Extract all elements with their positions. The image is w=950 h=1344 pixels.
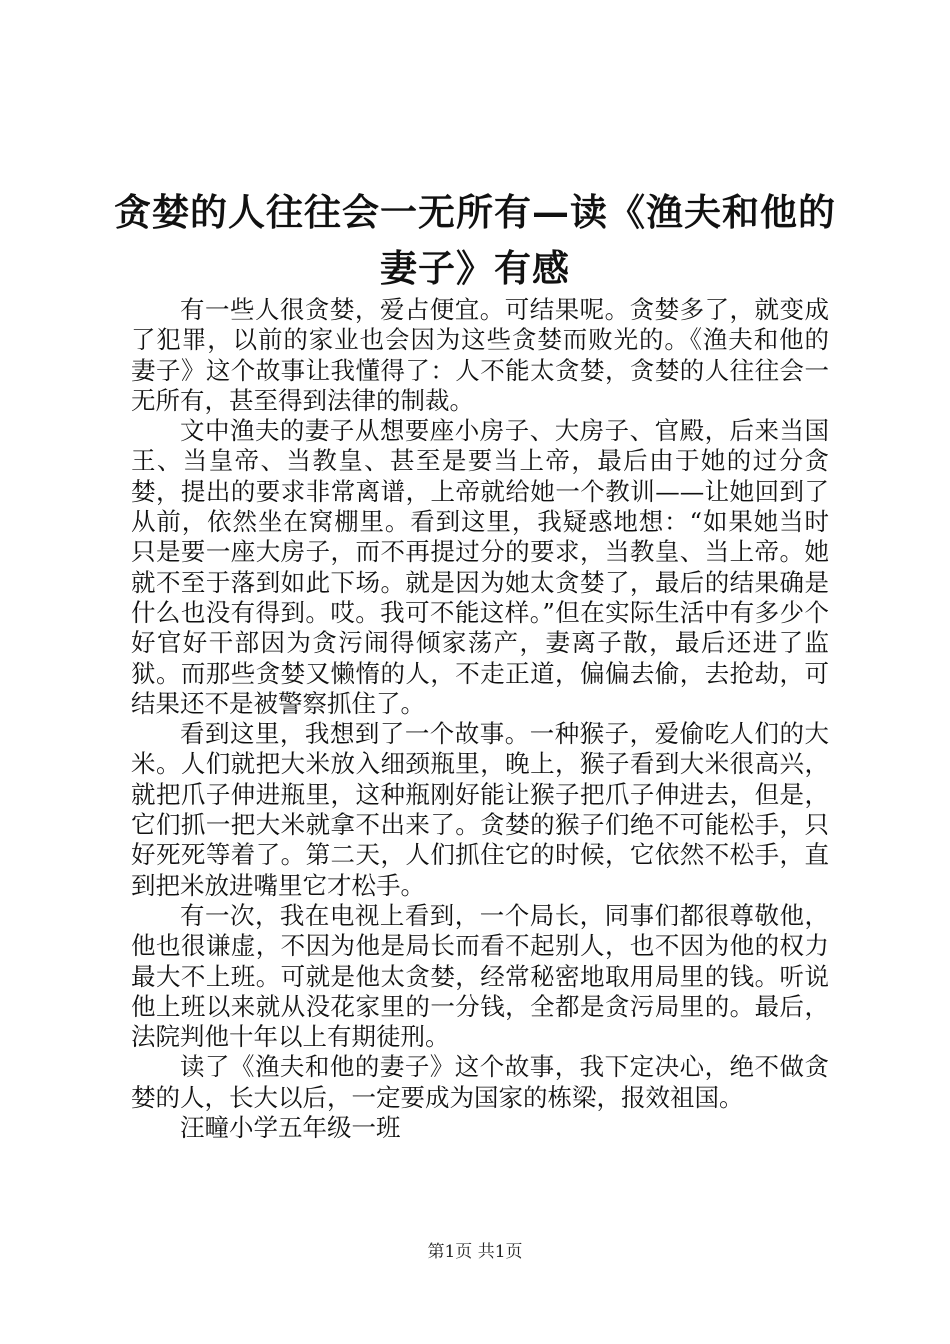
author-signature: 汪疃小学五年级一班 xyxy=(180,1113,401,1143)
page-footer: 第1页 共1页 xyxy=(427,1242,523,1262)
paragraph-4: 有一次，我在电视上看到，一个局长，同事们都很尊敬他，他也很谦虚，不因为他是局长而看不起别人，也不因为他的权力最大不上班。可就是他太贪婪，经常秘密地取用局里的钱。听说他上班以来就从没花家里的一分钱，全都是贪污局里的。最后，法院判他十年以上有期徒刑。 xyxy=(131,900,829,1052)
paragraph-2: 文中渔夫的妻子从想要座小房子、大房子、官殿，后来当国王、当皇帝、当教皇、甚至是要当上帝，最后由于她的过分贪婪，提出的要求非常离谱，上帝就给她一个教训——让她回到了从前，依然坐在窝棚里。看到这里，我疑惑地想：“如果她当时只是要一座大房子，而不再提过分的要求，当教皇、当上帝。她就不至于落到如此下场。就是因为她太贪婪了，最后的结果确是什么也没有得到。哎。我可不能这样。”但在实际生活中有多少个好官好干部因为贪污闹得倾家荡产，妻离子散，最后还进了监狱。而那些贪婪又懒惰的人，不走正道，偏偏去偷，去抢劫，可结果还不是被警察抓住了。 xyxy=(131,416,829,718)
paragraph-5: 读了《渔夫和他的妻子》这个故事，我下定决心，绝不做贪婪的人，长大以后，一定要成为国家的栋梁，报效祖国。 xyxy=(131,1052,829,1112)
paragraph-1: 有一些人很贪婪，爱占便宜。可结果呢。贪婪多了，就变成了犯罪，以前的家业也会因为这些贪婪而败光的。《渔夫和他的妻子》这个故事让我懂得了：人不能太贪婪，贪婪的人往往会一无所有，甚至得到法律的制裁。 xyxy=(131,295,829,415)
document-body xyxy=(131,295,829,1143)
document-title: 贪婪的人往往会一无所有—读《渔夫和他的妻子》有感 xyxy=(114,190,836,290)
paragraph-3: 看到这里，我想到了一个故事。一种猴子，爱偷吃人们的大米。人们就把大米放入细颈瓶里，晚上，猴子看到大米很高兴，就把爪子伸进瓶里，这种瓶刚好能让猴子把爪子伸进去，但是，它们抓一把大米就拿不出来了。贪婪的猴子们绝不可能松手，只好死死等着了。第二天，人们抓住它的时候，它依然不松手，直到把米放进嘴里它才松手。 xyxy=(131,719,829,900)
